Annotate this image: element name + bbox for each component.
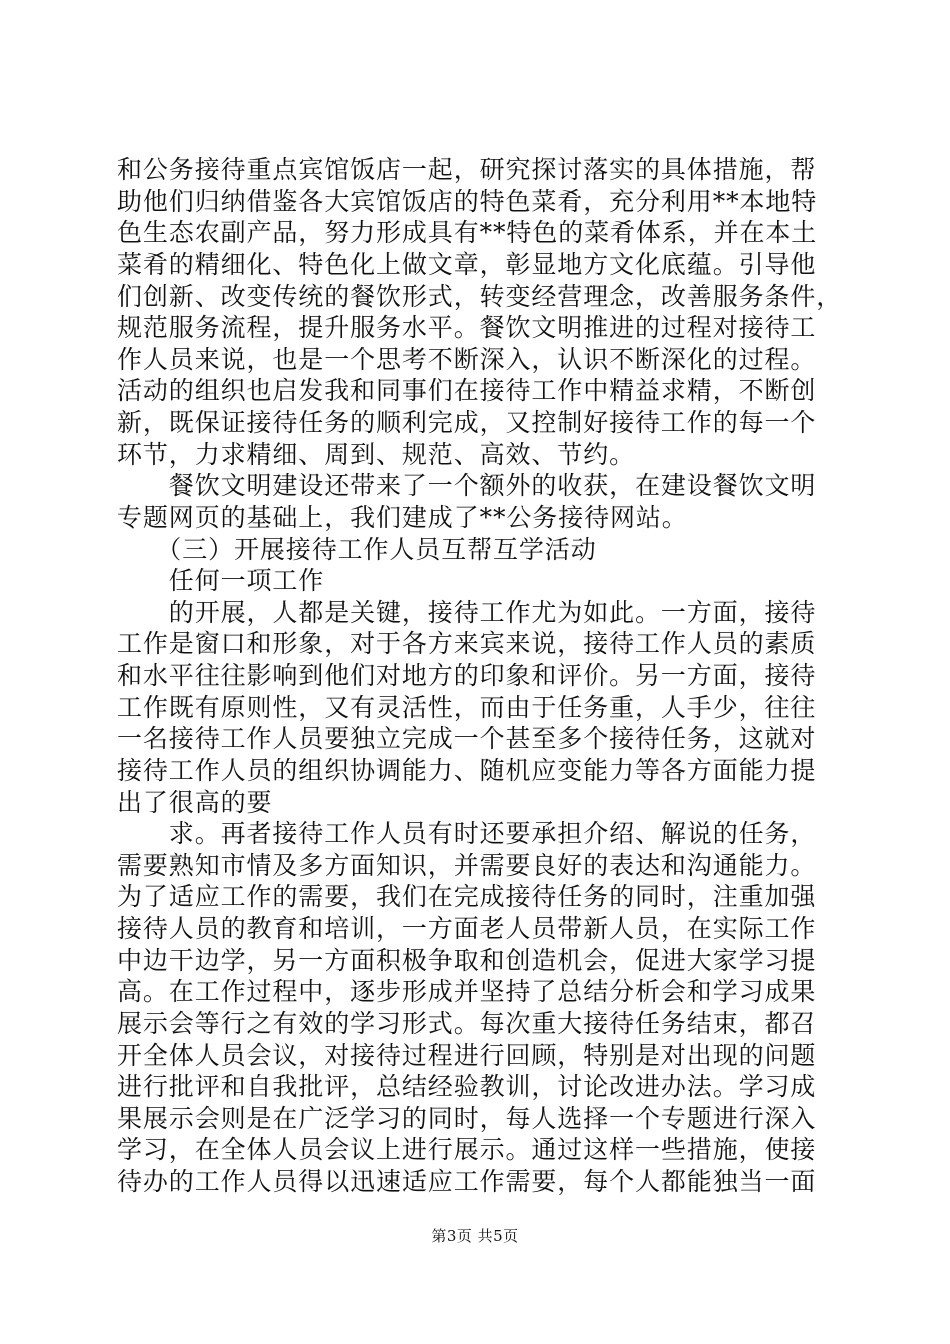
- text-line: 的开展，人都是关键，接待工作尤为如此。一方面，接待: [117, 598, 817, 627]
- text-line: 一名接待工作人员要独立完成一个甚至多个接待任务，这就对: [117, 724, 817, 753]
- text-line: 们创新、改变传统的餐饮形式，转变经营理念，改善服务条件，: [117, 282, 843, 311]
- page-footer: [0, 1226, 950, 1246]
- text-line: 中边干边学，另一方面积极争取和创造机会，促进大家学习提: [117, 946, 817, 975]
- text-line: 餐饮文明建设还带来了一个额外的收获，在建设餐饮文明: [117, 471, 817, 500]
- text-line: 任何一项工作: [117, 566, 325, 595]
- text-line: 需要熟知市情及多方面知识，并需要良好的表达和沟通能力。: [117, 851, 817, 880]
- text-line: 出了很高的要: [117, 788, 273, 817]
- text-line: 作人员来说，也是一个思考不断深入，认识不断深化的过程。: [117, 345, 817, 374]
- text-line: 进行批评和自我批评，总结经验教训，讨论改进办法。学习成: [117, 1072, 817, 1101]
- text-line: 菜肴的精细化、特色化上做文章，彰显地方文化底蕴。引导他: [117, 250, 817, 279]
- section-heading: （三）开展接待工作人员互帮互学活动: [117, 535, 597, 564]
- text-line: 专题网页的基础上，我们建成了**公务接待网站。: [117, 503, 688, 532]
- text-line: 色生态农副产品，努力形成具有**特色的菜肴体系，并在本土: [117, 218, 818, 247]
- text-line: 活动的组织也启发我和同事们在接待工作中精益求精，不断创: [117, 376, 817, 405]
- text-line: 高。在工作过程中，逐步形成并坚持了总结分析会和学习成果: [117, 977, 817, 1006]
- text-line: 学习，在全体人员会议上进行展示。通过这样一些措施，使接: [117, 1135, 817, 1164]
- text-line: 工作既有原则性，又有灵活性，而由于任务重，人手少，往往: [117, 693, 817, 722]
- text-line: 新，既保证接待任务的顺利完成，又控制好接待工作的每一个: [117, 408, 817, 437]
- text-line: 求。再者接待工作人员有时还要承担介绍、解说的任务，: [117, 819, 817, 848]
- text-line: 助他们归纳借鉴各大宾馆饭店的特色菜肴，充分利用**本地特: [117, 187, 818, 216]
- text-line: 工作是窗口和形象，对于各方来宾来说，接待工作人员的素质: [117, 629, 817, 658]
- text-line: 开全体人员会议，对接待过程进行回顾，特别是对出现的问题: [117, 1041, 817, 1070]
- text-line: 待办的工作人员得以迅速适应工作需要，每个人都能独当一面: [117, 1167, 817, 1196]
- text-line: 接待工作人员的组织协调能力、随机应变能力等各方面能力提: [117, 756, 817, 785]
- text-line: 规范服务流程，提升服务水平。餐饮文明推进的过程对接待工: [117, 313, 817, 342]
- text-line: 展示会等行之有效的学习形式。每次重大接待任务结束，都召: [117, 1009, 817, 1038]
- text-line: 接待人员的教育和培训，一方面老人员带新人员，在实际工作: [117, 914, 817, 943]
- text-line: 环节，力求精细、周到、规范、高效、节约。: [117, 440, 636, 469]
- text-line: 果展示会则是在广泛学习的同时，每人选择一个专题进行深入: [117, 1104, 817, 1133]
- page-number: 第3页 共5页: [431, 1227, 519, 1245]
- text-line: 和水平往往影响到他们对地方的印象和评价。另一方面，接待: [117, 661, 817, 690]
- text-line: 为了适应工作的需要，我们在完成接待任务的同时，注重加强: [117, 882, 817, 911]
- text-line: 和公务接待重点宾馆饭店一起，研究探讨落实的具体措施，帮: [117, 155, 817, 184]
